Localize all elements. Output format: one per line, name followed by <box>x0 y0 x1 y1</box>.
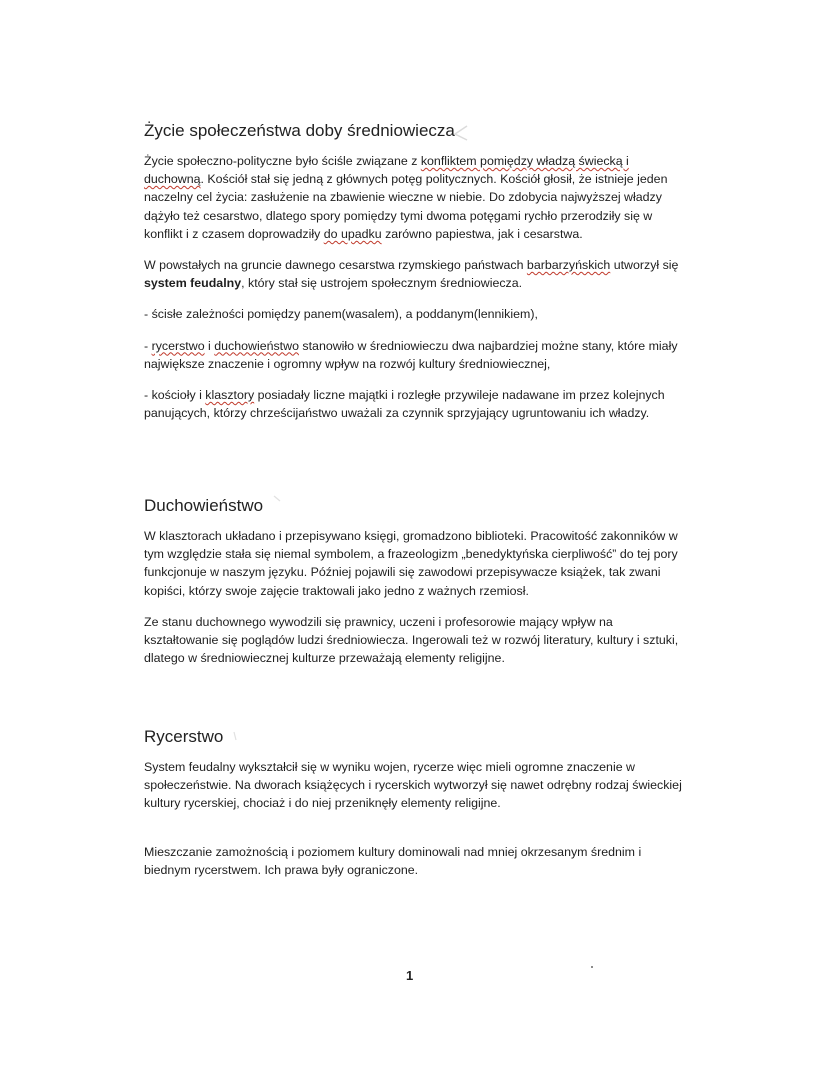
spellcheck-underlined-text: konfliktem pomiędzy władzą świecką i duchowną <box>144 154 629 187</box>
text-run: - kościoły i <box>144 388 206 403</box>
paragraph-society-4 <box>144 337 684 373</box>
text-run: W powstałych na gruncie dawnego cesarstwa rzymskiego państwach <box>144 258 527 273</box>
text-run: utworzył się <box>610 258 679 273</box>
paragraph-clergy-1: W klasztorach układano i przepisywano księgi, gromadzono biblioteki. Pracowitość zakonników w tym względzie stała się niemal symbolem, a frazeologizm „benedyktyńska cierpliwość” do tej pory funkcjonuje w naszym języku. Później pojawili się zawodowi przepisywacze książek, tak zwani kopiści, którzy swoje zajęcie traktowali jako jedno z ważnych rzemiosł. <box>144 529 678 598</box>
section-society <box>144 120 684 435</box>
text-run: posiadały liczne majątki i rozległe przywileje nadawane im przez kolejnych panujących, którzy chrześcijaństwo uważali za czynnik sprzyjający ugruntowaniu ich władzy. <box>144 388 665 421</box>
spellcheck-underlined-text: barbarzyńskich <box>526 258 611 273</box>
scan-artifact-icon <box>270 492 288 510</box>
paragraph-society-5 <box>144 386 684 422</box>
bold-term: system feudalny <box>144 276 242 291</box>
spellcheck-underlined-text: duchowieństwo <box>214 338 299 353</box>
text-run: i <box>204 338 215 353</box>
spellcheck-underlined-text: do upadku <box>323 226 382 241</box>
paragraph-society-2 <box>144 256 684 292</box>
text-run: - <box>144 338 152 353</box>
spellcheck-underlined-text: rycerstwo <box>151 338 205 353</box>
heading-society: Życie społeczeństwa doby średniowiecza <box>144 121 455 140</box>
scan-dot <box>591 966 593 968</box>
paragraph-knighthood-2: Mieszczanie zamożnością i poziomem kultury dominowali nad mniej okrzesanym średnim i biednym rycerstwem. Ich prawa były ograniczone. <box>144 844 642 877</box>
scan-artifact-icon <box>452 124 470 142</box>
paragraph-society-3: - ścisłe zależności pomiędzy panem(wasalem), a poddanym(lennikiem), <box>144 307 538 322</box>
text-run: Życie społeczno-polityczne było ściśle związane z <box>144 154 421 168</box>
paragraph-society-1 <box>144 152 684 243</box>
section-clergy <box>144 495 684 680</box>
text-run: . Kościół stał się jedną z głównych potęg politycznych. Kościół głosił, że istnieje jeden naczelny cel życia: zasłużenie na zbawienie wieczne w niebie. Do zdobycia najwyższej władzy dążyło też cesarstwo, dlatego spory pomiędzy tymi dwoma potęgami rychło przerodziły się w konflikt i z czasem doprowadziły <box>144 172 668 241</box>
scan-artifact-icon <box>228 728 246 746</box>
heading-knighthood: Rycerstwo <box>144 727 224 746</box>
page-number: 1 <box>406 968 414 983</box>
paragraph-clergy-2: Ze stanu duchownego wywodzili się prawnicy, uczeni i profesorowie mający wpływ na kształtowanie się poglądów ludzi średniowiecza. Ingerowali też w rozwój literatury, kultury i sztuki, dlatego w średniowiecznej kulturze przeważają elementy religijne. <box>144 614 679 666</box>
paragraph-knighthood-1: System feudalny wykształcił się w wyniku wojen, rycerze więc mieli ogromne znaczenie w społeczeństwie. Na dworach książęcych i rycerskich wytworzył się nawet odrębny rodzaj świeckiej kultury rycerskiej, chociaż i do niej przeniknęły elementy religijne. <box>144 760 682 811</box>
section-knighthood <box>144 726 684 892</box>
text-run: zarówno papiestwa, jak i cesarstwa. <box>381 226 583 241</box>
text-run: , który stał się ustrojem społecznym średniowiecza. <box>241 276 523 291</box>
heading-clergy: Duchowieństwo <box>144 496 264 515</box>
text-run: stanowiło w średniowieczu dwa najbardziej możne stany, które miały największe znaczenie i ogromny wpływ na rozwój kultury średniowiecznej, <box>144 338 678 371</box>
spellcheck-underlined-text: klasztory <box>205 388 255 403</box>
